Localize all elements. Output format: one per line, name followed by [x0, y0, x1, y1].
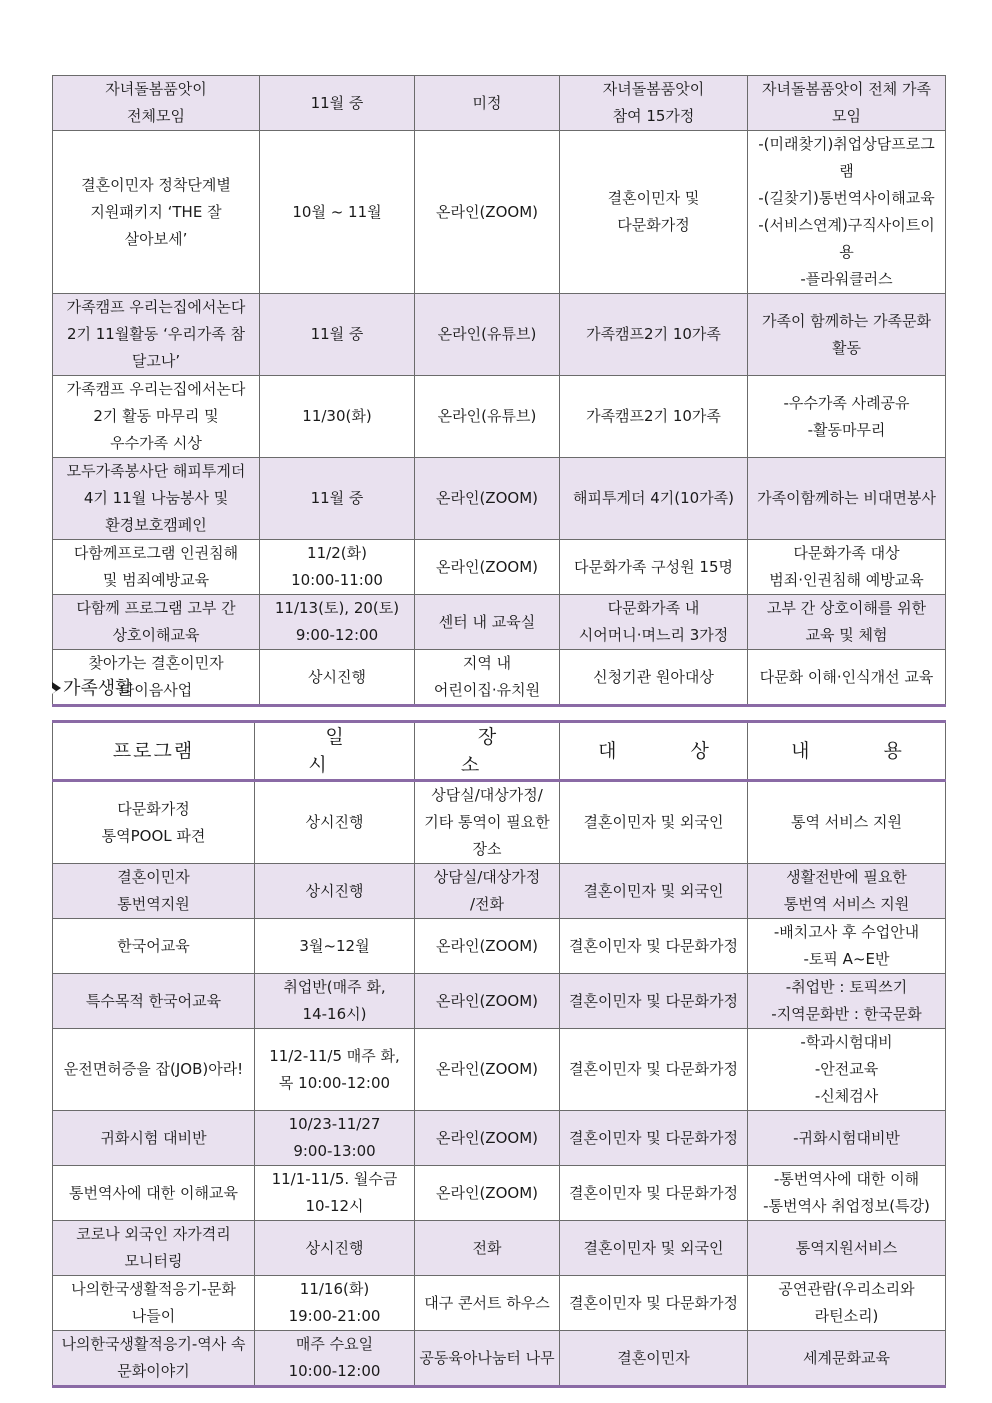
program-cell: 가족캠프 우리는집에서논다 2기 11월활동 ‘우리가족 참 달고나’ [53, 294, 260, 376]
table-row [53, 131, 946, 294]
program-cell: 나의한국생활적응기-문화 나들이 [53, 1276, 255, 1331]
target-cell: 결혼이민자 및 외국인 [560, 864, 748, 919]
header-place: 장 소 [415, 722, 560, 781]
place-cell: 온라인(ZOOM) [415, 540, 560, 595]
program-cell: 다문화가정 통역POOL 파견 [53, 781, 255, 864]
place-cell: 온라인(ZOOM) [415, 458, 560, 540]
program-cell: 특수목적 한국어교육 [53, 974, 255, 1029]
target-cell: 신청기관 원아대상 [560, 650, 748, 706]
table-row [53, 76, 946, 131]
program-cell: 다함께프로그램 인권침해 및 범죄예방교육 [53, 540, 260, 595]
target-cell: 결혼이민자 및 다문화가정 [560, 131, 748, 294]
program-cell: 운전면허증을 잡(JOB)아라! [53, 1029, 255, 1111]
content-cell: 자녀돌봄품앗이 전체 가족 모임 [748, 76, 946, 131]
content-cell: 가족이함께하는 비대면봉사 [748, 458, 946, 540]
schedule-cell: 3월~12월 [255, 919, 415, 974]
target-cell: 다문화가족 내 시어머니·며느리 3가정 [560, 595, 748, 650]
header-target: 대 상 [560, 722, 748, 781]
schedule-cell: 상시진행 [260, 650, 415, 706]
schedule-cell: 10/23-11/27 9:00-13:00 [255, 1111, 415, 1166]
target-cell: 결혼이민자 및 외국인 [560, 1221, 748, 1276]
schedule-cell: 취업반(매주 화, 14-16시) [255, 974, 415, 1029]
place-cell: 온라인(유튜브) [415, 376, 560, 458]
program-cell: 한국어교육 [53, 919, 255, 974]
content-cell: 가족이 함께하는 가족문화 활동 [748, 294, 946, 376]
target-cell: 결혼이민자 및 다문화가정 [560, 1029, 748, 1111]
content-cell: -취업반 : 토픽쓰기 -지역문화반 : 한국문화 [748, 974, 946, 1029]
program-cell: 나의한국생활적응기-역사 속 문화이야기 [53, 1331, 255, 1387]
content-cell: 다문화 이해·인식개선 교육 [748, 650, 946, 706]
schedule-cell: 상시진행 [255, 781, 415, 864]
program-cell: 귀화시험 대비반 [53, 1111, 255, 1166]
table-row [53, 1331, 946, 1387]
place-cell: 온라인(ZOOM) [415, 131, 560, 294]
content-cell: -배치고사 후 수업안내 -토픽 A~E반 [748, 919, 946, 974]
place-cell: 지역 내 어린이집·유치원 [415, 650, 560, 706]
schedule-cell: 10월 ~ 11월 [260, 131, 415, 294]
place-cell: 전화 [415, 1221, 560, 1276]
content-cell: 통역지원서비스 [748, 1221, 946, 1276]
program-cell: 코로나 외국인 자가격리 모니터링 [53, 1221, 255, 1276]
target-cell: 가족캠프2기 10가족 [560, 376, 748, 458]
section-heading [52, 677, 133, 701]
target-cell: 결혼이민자 [560, 1331, 748, 1387]
content-cell: 고부 간 상호이해를 위한 교육 및 체험 [748, 595, 946, 650]
place-cell: 온라인(ZOOM) [415, 1029, 560, 1111]
schedule-cell: 11/1-11/5. 월수금 10-12시 [255, 1166, 415, 1221]
schedule-cell: 상시진행 [255, 864, 415, 919]
place-cell: 온라인(유튜브) [415, 294, 560, 376]
header-schedule: 일 시 [255, 722, 415, 781]
place-cell: 미정 [415, 76, 560, 131]
table-row [53, 1111, 946, 1166]
schedule-cell: 상시진행 [255, 1221, 415, 1276]
table-row [53, 864, 946, 919]
content-cell: -학과시험대비 -안전교육 -신체검사 [748, 1029, 946, 1111]
content-cell: 공연관람(우리소리와 라틴소리) [748, 1276, 946, 1331]
content-cell: -통번역사에 대한 이해 -통번역사 취업정보(특강) [748, 1166, 946, 1221]
program-table-2 [52, 720, 946, 1388]
table-row [53, 376, 946, 458]
program-cell: 다함께 프로그램 고부 간 상호이해교육 [53, 595, 260, 650]
content-cell: 다문화가족 대상 범죄·인권침해 예방교육 [748, 540, 946, 595]
content-cell: 통역 서비스 지원 [748, 781, 946, 864]
place-cell: 대구 콘서트 하우스 [415, 1276, 560, 1331]
content-cell: 세계문화교육 [748, 1331, 946, 1387]
target-cell: 자녀돌봄품앗이 참여 15가정 [560, 76, 748, 131]
program-cell: 자녀돌봄품앗이 전체모임 [53, 76, 260, 131]
table-row [53, 1276, 946, 1331]
place-cell: 공동육아나눔터 나무 [415, 1331, 560, 1387]
place-cell: 센터 내 교육실 [415, 595, 560, 650]
program-cell: 모두가족봉사단 해피투게더 4기 11월 나눔봉사 및 환경보호캠페인 [53, 458, 260, 540]
schedule-cell: 11/2-11/5 매주 화, 목 10:00-12:00 [255, 1029, 415, 1111]
triangle-bullet-inner [52, 688, 56, 694]
schedule-cell: 11/2(화) 10:00-11:00 [260, 540, 415, 595]
table-row [53, 595, 946, 650]
content-cell: 생활전반에 필요한 통번역 서비스 지원 [748, 864, 946, 919]
schedule-cell: 11/13(토), 20(토) 9:00-12:00 [260, 595, 415, 650]
target-cell: 결혼이민자 및 다문화가정 [560, 1276, 748, 1331]
program-cell: 통번역사에 대한 이해교육 [53, 1166, 255, 1221]
program-cell: 찾아가는 결혼이민자 다이음사업 [53, 650, 260, 706]
schedule-cell: 11/30(화) [260, 376, 415, 458]
target-cell: 결혼이민자 및 다문화가정 [560, 1166, 748, 1221]
target-cell: 결혼이민자 및 다문화가정 [560, 919, 748, 974]
schedule-cell: 매주 수요일 10:00-12:00 [255, 1331, 415, 1387]
program-cell: 가족캠프 우리는집에서논다 2기 활동 마무리 및 우수가족 시상 [53, 376, 260, 458]
content-cell: -우수가족 사례공유 -활동마무리 [748, 376, 946, 458]
content-cell: -(미래찾기)취업상담프로그램 -(길찾기)통번역사이해교육 -(서비스연계)구직사이트이용 -플라워클러스 [748, 131, 946, 294]
place-cell: 온라인(ZOOM) [415, 974, 560, 1029]
table-row [53, 919, 946, 974]
place-cell: 온라인(ZOOM) [415, 919, 560, 974]
program-cell: 결혼이민자 정착단계별 지원패키지 ‘THE 잘 살아보세’ [53, 131, 260, 294]
schedule-cell: 11/16(화) 19:00-21:00 [255, 1276, 415, 1331]
place-cell: 상담실/대상가정/ 기타 통역이 필요한 장소 [415, 781, 560, 864]
schedule-cell: 11월 중 [260, 294, 415, 376]
target-cell: 가족캠프2기 10가족 [560, 294, 748, 376]
target-cell: 결혼이민자 및 다문화가정 [560, 1111, 748, 1166]
schedule-cell: 11월 중 [260, 458, 415, 540]
schedule-cell: 11월 중 [260, 76, 415, 131]
program-table-1 [52, 75, 946, 707]
target-cell: 결혼이민자 및 외국인 [560, 781, 748, 864]
place-cell: 온라인(ZOOM) [415, 1111, 560, 1166]
header-program: 프로그램 [53, 722, 255, 781]
content-cell: -귀화시험대비반 [748, 1111, 946, 1166]
table-row [53, 781, 946, 864]
section-title: 가족생활 [63, 678, 133, 699]
program-cell: 결혼이민자 통번역지원 [53, 864, 255, 919]
table-row [53, 458, 946, 540]
header-content: 내 용 [748, 722, 946, 781]
table-row [53, 294, 946, 376]
header-row [53, 722, 946, 781]
table-row [53, 1221, 946, 1276]
table-row [53, 1166, 946, 1221]
target-cell: 해피투게더 4기(10가족) [560, 458, 748, 540]
table-row [53, 1029, 946, 1111]
place-cell: 상담실/대상가정 /전화 [415, 864, 560, 919]
place-cell: 온라인(ZOOM) [415, 1166, 560, 1221]
table-row [53, 974, 946, 1029]
target-cell: 다문화가족 구성원 15명 [560, 540, 748, 595]
target-cell: 결혼이민자 및 다문화가정 [560, 974, 748, 1029]
table-row [53, 540, 946, 595]
table-row [53, 650, 946, 706]
